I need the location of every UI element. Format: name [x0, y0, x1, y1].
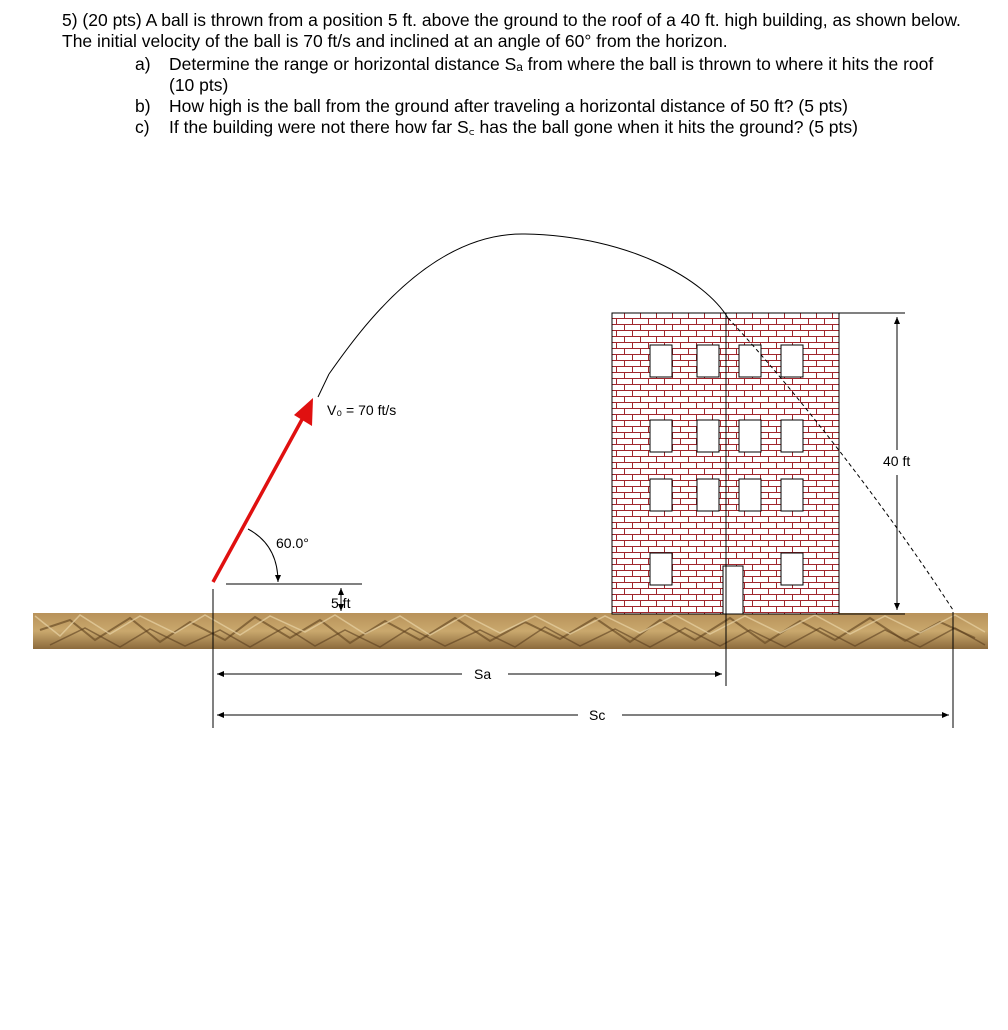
- window: [697, 420, 719, 452]
- range-c-label: Sc: [589, 707, 606, 723]
- launch-to-arc-line: [318, 374, 329, 397]
- window: [650, 553, 672, 585]
- angle-label: 60.0°: [276, 535, 309, 551]
- range-dimensions: [213, 313, 953, 728]
- window: [781, 345, 803, 377]
- part-c-text: If the building were not there how far S꜀ has the ball gone when it hits the ground? (5 pts): [169, 117, 858, 137]
- velocity-label: V₀ = 70 ft/s: [327, 402, 397, 418]
- window: [650, 420, 672, 452]
- part-c-label: c): [135, 117, 150, 137]
- angle-arc: [248, 529, 278, 582]
- part-a-text: Determine the range or horizontal distance Sₐ from where the ball is thrown to where it hits the roof (10 pts): [169, 54, 934, 95]
- window: [650, 345, 672, 377]
- window: [650, 479, 672, 511]
- problem-statement: 5) (20 pts) A ball is thrown from a position 5 ft. above the ground to the roof of a 40 ft. high building, as shown below. The initial velocity of the ball is 70 ft/s and inclined at an angle of 60° from the horizon.: [62, 10, 961, 51]
- launch-height-label: 5 ft: [331, 595, 351, 611]
- window: [739, 479, 761, 511]
- window: [781, 420, 803, 452]
- window: [697, 479, 719, 511]
- part-b-label: b): [135, 96, 151, 116]
- range-a-label: Sa: [474, 666, 492, 682]
- window: [739, 420, 761, 452]
- building-height-label: 40 ft: [883, 453, 911, 469]
- window: [739, 345, 761, 377]
- window: [781, 553, 803, 585]
- window: [781, 479, 803, 511]
- ground: [33, 613, 988, 649]
- part-b-text: How high is the ball from the ground after traveling a horizontal distance of 50 ft? (5 pts): [169, 96, 848, 116]
- window: [697, 345, 719, 377]
- part-a-label: a): [135, 54, 151, 74]
- velocity-arrow: [213, 398, 313, 582]
